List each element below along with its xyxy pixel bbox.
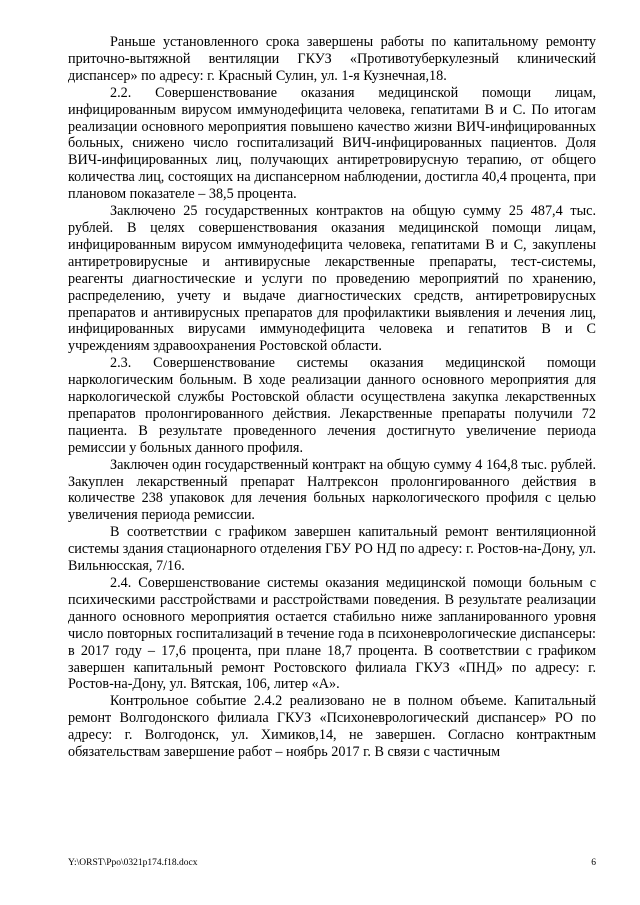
paragraph-control-event-2-4-2: Контрольное событие 2.4.2 реализовано не в полном объеме. Капитальный ремонт Волгодонского филиала ГКУЗ «Психоневрологический диспансер» РО по адресу: г. Волгодонск, ул. Химиков,14, не завершен. Согласно контрактным обязательствам завершение работ – ноябрь 2017 г. В связи с частичным bbox=[68, 693, 596, 761]
page-number: 6 bbox=[591, 858, 596, 868]
paragraph-contract-naltrexone: Заключен один государственный контракт на общую сумму 4 164,8 тыс. рублей. Закуплен лекарственный препарат Налтрексон пролонгированного действия в количестве 238 упаковок для лечения больных наркологического профиля с целью увеличения периода ремиссии. bbox=[68, 456, 596, 524]
paragraph-contracts-hiv: Заключено 25 государственных контрактов на общую сумму 25 487,4 тыс. рублей. В целях совершенствования оказания медицинской помощи лицам, инфицированным вирусом иммунодефицита человека, гепатитами B и C, закуплены антиретровирусные и антивирусные лекарственные препараты, тест-системы, реагенты диагностические и услуги по проведению мероприятий по хранению, распределению, учету и выдаче диагностических средств, антиретровирусных препаратов и антивирусных препаратов для профилактики выявления и лечения лиц, инфицированных вирусами иммунодефицита человека и гепатитов B и C учреждениям здравоохранения Ростовской области. bbox=[68, 203, 596, 355]
paragraph-nd-repair: В соответствии с графиком завершен капитальный ремонт вентиляционной системы здания стационарного отделения ГБУ РО НД по адресу: г. Ростов-на-Дону, ул. Вильнюсская, 7/16. bbox=[68, 524, 596, 575]
paragraph-ventilation-repair: Раньше установленного срока завершены работы по капитальному ремонту приточно-вытяжной вентиляции ГКУЗ «Противотуберкулезный клинический диспансер» по адресу: г. Красный Сулин, ул. 1-я Кузнечная,18. bbox=[68, 34, 596, 84]
footer-file-path: Y:\ORST\Ppo\0321p174.f18.docx bbox=[68, 858, 198, 868]
paragraph-section-2-3: 2.3. Совершенствование системы оказания медицинской помощи наркологическим больным. В ходе реализации данного основного мероприятия для наркологической службы Ростовской области осуществлена закупка лекарственных препаратов пролонгированного действия. Лекарственные препараты получили 72 пациента. В результате проведенного лечения достигнуто увеличение периода ремиссии у больных данного профиля. bbox=[68, 355, 596, 456]
paragraph-section-2-4: 2.4. Совершенствование системы оказания медицинской помощи больным с психическими расстройствами и расстройствами поведения. В результате реализации данного основного мероприятия остается стабильно ниже запланированного уровня число повторных госпитализаций в течение года в психоневрологические диспансеры: в 2017 году – 17,6 процента, при плане 18,7 процента. В соответствии с графиком завершен капитальный ремонт Ростовского филиала ГКУЗ «ПНД» по адресу: г. Ростов-на-Дону, ул. Вятская, 106, литер «А». bbox=[68, 575, 596, 693]
paragraph-section-2-2: 2.2. Совершенствование оказания медицинской помощи лицам, инфицированным вирусом иммунодефицита человека, гепатитами B и C. По итогам реализации основного мероприятия повышено качество жизни ВИЧ-инфицированных больных, снижено число госпитализаций ВИЧ-инфицированных пациентов. Доля ВИЧ-инфицированных лиц, получающих антиретровирусную терапию, от общего количества лиц, состоящих на диспансерном наблюдении, достигла 40,4 процента, при плановом показателе – 38,5 процента. bbox=[68, 84, 596, 203]
document-body bbox=[68, 34, 596, 761]
